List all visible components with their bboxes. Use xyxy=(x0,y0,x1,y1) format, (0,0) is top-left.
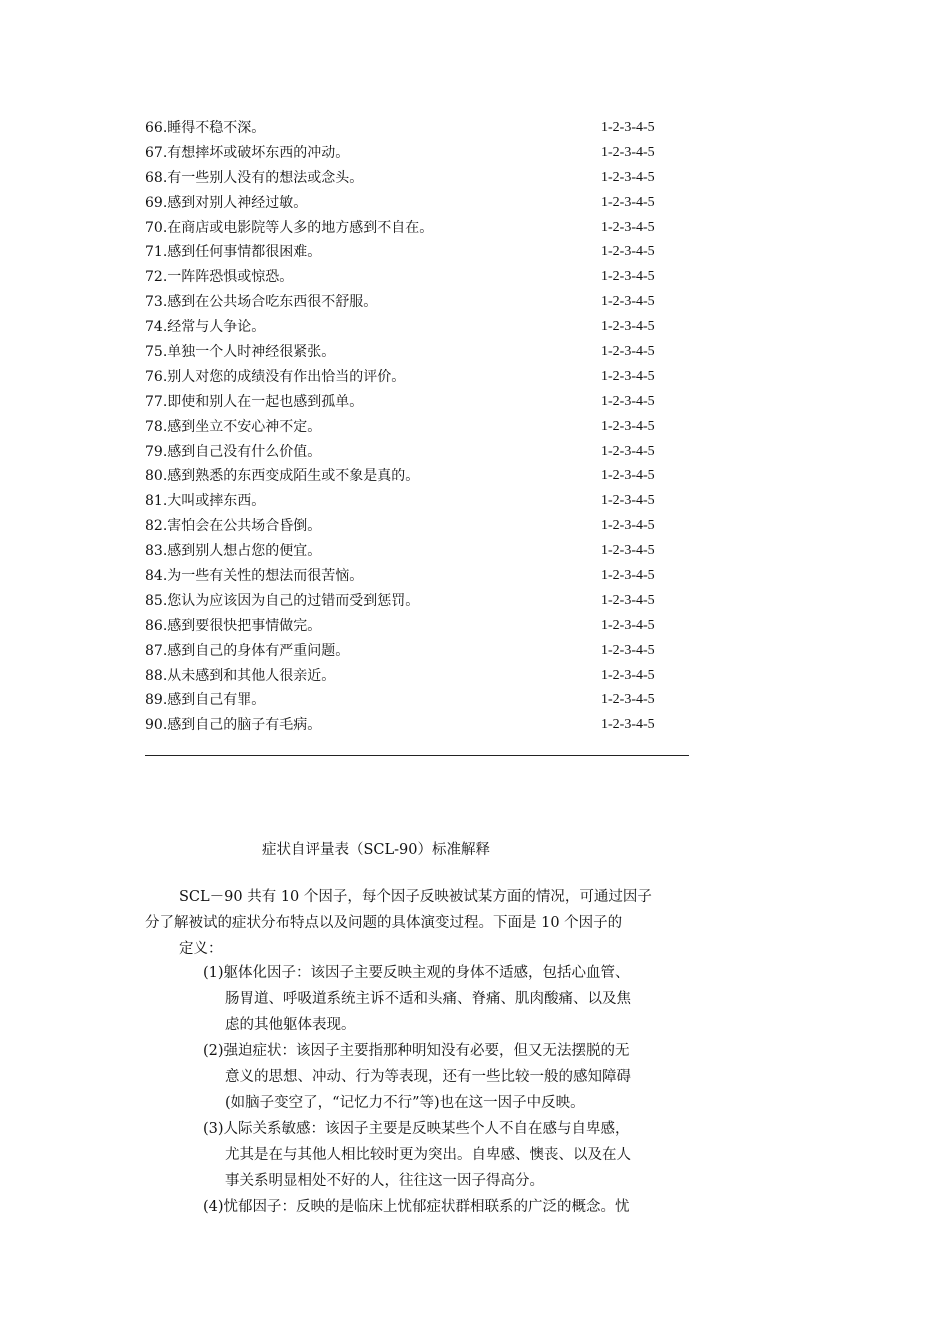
factor-definitions xyxy=(203,960,723,1220)
intro-line: SCL－90 共有 10 个因子，每个因子反映被试某方面的情况，可通过因子 xyxy=(179,889,652,905)
item-question: 72.一阵阵恐惧或惊恐。 xyxy=(145,269,294,286)
item-question: 68.有一些别人没有的想法或念头。 xyxy=(145,169,364,186)
item-question: 81.大叫或摔东西。 xyxy=(145,493,266,510)
factor-line: 肠胃道、呼吸道系统主诉不适和头痛、脊痛、肌肉酸痛、以及焦 xyxy=(225,991,631,1007)
item-question: 78.感到坐立不安心神不定。 xyxy=(145,418,322,435)
item-rating-scale: 1-2-3-4-5 xyxy=(601,120,655,135)
questionnaire-item-row xyxy=(145,713,675,738)
item-question: 74.经常与人争论。 xyxy=(145,319,266,336)
questionnaire-item-row xyxy=(145,116,675,141)
questionnaire-item-row xyxy=(145,639,675,664)
item-rating-scale: 1-2-3-4-5 xyxy=(601,144,655,160)
item-rating-scale: 1-2-3-4-5 xyxy=(601,219,655,235)
factor-line: (3)人际关系敏感：该因子主要是反映某些个人不自在感与自卑感， xyxy=(203,1121,630,1137)
item-question: 79.感到自己没有什么价值。 xyxy=(145,443,322,460)
intro-paragraph xyxy=(145,884,705,962)
factor-interpersonal-sensitivity xyxy=(203,1116,723,1194)
item-question: 66.睡得不稳不深。 xyxy=(145,120,266,136)
item-rating-scale: 1-2-3-4-5 xyxy=(601,592,655,608)
questionnaire-item-row xyxy=(145,564,675,589)
item-rating-scale: 1-2-3-4-5 xyxy=(601,344,655,360)
item-rating-scale: 1-2-3-4-5 xyxy=(601,418,655,434)
item-question: 73.感到在公共场合吃东西很不舒服。 xyxy=(145,294,378,311)
item-rating-scale: 1-2-3-4-5 xyxy=(601,443,655,459)
questionnaire-item-row xyxy=(145,589,675,614)
item-question: 85.您认为应该因为自己的过错而受到惩罚。 xyxy=(145,592,420,609)
questionnaire-item-row xyxy=(145,141,675,166)
item-rating-scale: 1-2-3-4-5 xyxy=(601,294,655,310)
item-rating-scale: 1-2-3-4-5 xyxy=(601,543,655,559)
item-question: 88.从未感到和其他人很亲近。 xyxy=(145,667,336,684)
item-rating-scale: 1-2-3-4-5 xyxy=(601,667,655,683)
item-rating-scale: 1-2-3-4-5 xyxy=(601,269,655,285)
section-title: 症状自评量表（SCL-90）标准解释 xyxy=(262,842,491,858)
factor-somatization xyxy=(203,960,723,1038)
factor-line: 意义的思想、冲动、行为等表现，还有一些比较一般的感知障碍 xyxy=(225,1069,631,1085)
questionnaire-item-row xyxy=(145,440,675,465)
intro-line: 定义： xyxy=(179,941,223,957)
questionnaire-item-row xyxy=(145,415,675,440)
item-question: 89.感到自己有罪。 xyxy=(145,692,266,709)
questionnaire-item-row xyxy=(145,315,675,340)
item-question: 67.有想摔坏或破坏东西的冲动。 xyxy=(145,144,350,161)
item-rating-scale: 1-2-3-4-5 xyxy=(601,518,655,534)
item-question: 70.在商店或电影院等人多的地方感到不自在。 xyxy=(145,219,434,236)
questionnaire-item-row xyxy=(145,166,675,191)
questionnaire-item-row xyxy=(145,390,675,415)
questionnaire-item-row xyxy=(145,340,675,365)
questionnaire-item-row xyxy=(145,514,675,539)
item-question: 77.即使和别人在一起也感到孤单。 xyxy=(145,393,364,410)
questionnaire-item-row xyxy=(145,290,675,315)
factor-line: 尤其是在与其他人相比较时更为突出。自卑感、懊丧、以及在人 xyxy=(225,1147,631,1163)
questionnaire-item-row xyxy=(145,688,675,713)
factor-line: (4)忧郁因子：反映的是临床上忧郁症状群相联系的广泛的概念。忧 xyxy=(203,1199,630,1215)
item-rating-scale: 1-2-3-4-5 xyxy=(601,368,655,384)
item-rating-scale: 1-2-3-4-5 xyxy=(601,194,655,210)
item-question: 75.单独一个人时神经很紧张。 xyxy=(145,344,336,361)
item-rating-scale: 1-2-3-4-5 xyxy=(601,568,655,584)
item-rating-scale: 1-2-3-4-5 xyxy=(601,642,655,658)
item-rating-scale: 1-2-3-4-5 xyxy=(601,319,655,335)
questionnaire-item-row xyxy=(145,240,675,265)
factor-line: (如脑子变空了，“记忆力不行”等)也在这一因子中反映。 xyxy=(225,1095,585,1111)
item-rating-scale: 1-2-3-4-5 xyxy=(601,692,655,708)
section-divider xyxy=(145,755,689,756)
item-rating-scale: 1-2-3-4-5 xyxy=(601,468,655,484)
questionnaire-item-row xyxy=(145,191,675,216)
questionnaire-item-row xyxy=(145,464,675,489)
item-rating-scale: 1-2-3-4-5 xyxy=(601,169,655,185)
item-rating-scale: 1-2-3-4-5 xyxy=(601,717,655,733)
questionnaire-item-row xyxy=(145,614,675,639)
factor-line: 虑的其他躯体表现。 xyxy=(225,1017,356,1033)
item-rating-scale: 1-2-3-4-5 xyxy=(601,493,655,509)
questionnaire-item-row xyxy=(145,265,675,290)
item-rating-scale: 1-2-3-4-5 xyxy=(601,617,655,633)
item-question: 90.感到自己的脑子有毛病。 xyxy=(145,717,322,734)
questionnaire-item-row xyxy=(145,539,675,564)
questionnaire-item-row xyxy=(145,365,675,390)
factor-line: 事关系明显相处不好的人，往往这一因子得高分。 xyxy=(225,1173,544,1189)
questionnaire-items xyxy=(145,116,675,738)
item-question: 87.感到自己的身体有严重问题。 xyxy=(145,642,350,659)
factor-obsessive-compulsive xyxy=(203,1038,723,1116)
questionnaire-item-row xyxy=(145,664,675,689)
item-rating-scale: 1-2-3-4-5 xyxy=(601,393,655,409)
item-rating-scale: 1-2-3-4-5 xyxy=(601,244,655,260)
item-question: 82.害怕会在公共场合昏倒。 xyxy=(145,518,322,535)
questionnaire-item-row xyxy=(145,216,675,241)
questionnaire-item-row xyxy=(145,489,675,514)
item-question: 84.为一些有关性的想法而很苦恼。 xyxy=(145,568,364,585)
intro-line: 分了解被试的症状分布特点以及问题的具体演变过程。下面是 10 个因子的 xyxy=(145,915,623,931)
item-question: 69.感到对别人神经过敏。 xyxy=(145,194,308,211)
item-question: 83.感到别人想占您的便宜。 xyxy=(145,543,322,560)
item-question: 71.感到任何事情都很困难。 xyxy=(145,244,322,261)
factor-line: (1)躯体化因子：该因子主要反映主观的身体不适感，包括心血管、 xyxy=(203,965,630,981)
item-question: 80.感到熟悉的东西变成陌生或不象是真的。 xyxy=(145,468,420,485)
factor-line: (2)强迫症状：该因子主要指那种明知没有必要，但又无法摆脱的无 xyxy=(203,1043,630,1059)
item-question: 86.感到要很快把事情做完。 xyxy=(145,617,322,634)
factor-depression xyxy=(203,1194,723,1220)
item-question: 76.别人对您的成绩没有作出恰当的评价。 xyxy=(145,368,406,385)
